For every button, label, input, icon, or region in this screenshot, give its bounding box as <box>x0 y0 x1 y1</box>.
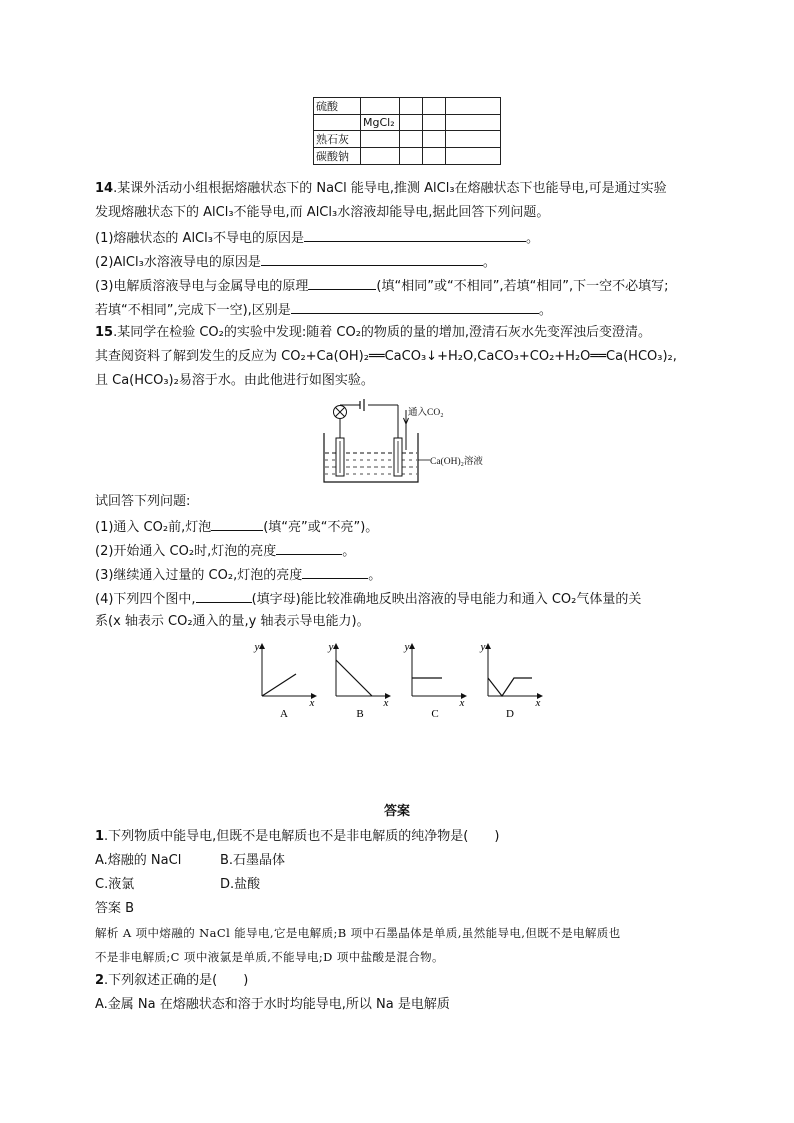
question-number: 15 <box>95 325 114 340</box>
answer-blank[interactable] <box>291 299 539 314</box>
graph-label: B <box>356 708 364 720</box>
answer-q1-answer: 答案 B <box>95 901 135 916</box>
answer-q1-options-row2 <box>95 875 260 895</box>
table-cell <box>400 115 423 131</box>
q14-line1: 14.某课外活动小组根据熔融状态下的 NaCl 能导电,推测 AlCl₃在熔融状态下也能导电,可是通过实验 <box>95 181 667 196</box>
graph-label: C <box>431 708 439 720</box>
graph-a <box>254 641 315 720</box>
table-cell <box>423 98 446 115</box>
table-row <box>314 148 501 165</box>
table-cell <box>400 98 423 115</box>
answer-q2-option-a: A.金属 Na 在熔融状态和溶于水时均能导电,所以 Na 是电解质 <box>95 997 450 1012</box>
q15-sub4: (4)下列四个图中, (填字母)能比较准确地反映出溶液的导电能力和通入 CO₂气体量的关 <box>95 588 641 610</box>
table-cell <box>361 98 400 115</box>
reagent-table <box>313 97 501 165</box>
table-cell: 硫酸 <box>314 98 361 115</box>
table-cell <box>400 148 423 165</box>
x-axis-label: x <box>309 697 315 709</box>
table-cell <box>423 115 446 131</box>
curve-b <box>336 660 372 696</box>
table-cell <box>446 98 501 115</box>
table-cell: 熟石灰 <box>314 131 361 148</box>
curve-a <box>262 674 296 696</box>
q15-line2: 其查阅资料了解到发生的反应为 CO₂+Ca(OH)₂══CaCO₃↓+H₂O,CaCO₃+CO₂+H₂O══Ca(HCO₃)₂, <box>95 349 677 364</box>
curve-d <box>488 678 532 696</box>
conductivity-apparatus-diagram <box>318 398 488 486</box>
q15-sub2: (2)开始通入 CO₂时,灯泡的亮度 。 <box>95 540 355 562</box>
q15-prompt: 试回答下列问题: <box>95 494 191 509</box>
table-row <box>314 115 501 131</box>
answer-blank[interactable] <box>196 588 252 603</box>
y-axis-label: y <box>404 641 410 653</box>
graph-d <box>480 641 541 720</box>
gas-inlet-label: 通入CO₂ <box>408 408 444 418</box>
y-axis-label: y <box>254 641 260 653</box>
table-cell <box>423 148 446 165</box>
table-cell <box>446 115 501 131</box>
table-row <box>314 131 501 148</box>
q15-line3: 且 Ca(HCO₃)₂易溶于水。由此他进行如图实验。 <box>95 373 374 388</box>
graph-c <box>404 641 465 720</box>
table-cell: 碳酸钠 <box>314 148 361 165</box>
table-cell <box>314 115 361 131</box>
table-cell: MgCl₂ <box>361 115 400 131</box>
q14-sub1: (1)熔融状态的 AlCl₃不导电的原因是 。 <box>95 227 539 249</box>
graph-b <box>328 641 389 720</box>
answer-blank[interactable] <box>276 540 342 555</box>
q15-sub4-cont: 系(x 轴表示 CO₂通入的量,y 轴表示导电能力)。 <box>95 614 370 629</box>
q14-sub3-cont: 若填“不相同”,完成下一空),区别是 。 <box>95 299 552 321</box>
option-d: D.盐酸 <box>220 877 261 892</box>
solution-label: Ca(OH)₂溶液 <box>430 457 483 467</box>
answer-blank[interactable] <box>308 275 376 290</box>
question-number: 14 <box>95 181 114 196</box>
table-cell <box>423 131 446 148</box>
option-a: A.熔融的 NaCl <box>95 853 182 868</box>
q14-line2: 发现熔融状态下的 AlCl₃不能导电,而 AlCl₃水溶液却能导电,据此回答下列问题。 <box>95 205 550 220</box>
answer-q1-explanation-cont: 不是非电解质;C 项中液氯是单质,不能导电;D 项中盐酸是混合物。 <box>95 950 444 964</box>
conductivity-graphs <box>250 640 550 722</box>
x-axis-label: x <box>383 697 389 709</box>
table-cell <box>446 148 501 165</box>
y-axis-label: y <box>328 641 334 653</box>
table-cell <box>361 148 400 165</box>
answer-q2: 2.下列叙述正确的是( ) <box>95 973 249 988</box>
answer-blank[interactable] <box>304 227 526 242</box>
answer-blank[interactable] <box>211 516 263 531</box>
table-cell <box>400 131 423 148</box>
table-cell <box>361 131 400 148</box>
answer-q1: 1.下列物质中能导电,但既不是电解质也不是非电解质的纯净物是( ) <box>95 829 500 844</box>
graph-label: A <box>280 708 288 720</box>
q14-sub2: (2)AlCl₃水溶液导电的原因是 。 <box>95 251 496 273</box>
x-axis-label: x <box>535 697 541 709</box>
option-c: C.液氯 <box>95 877 135 892</box>
q14-sub3: (3)电解质溶液导电与金属导电的原理 (填“相同”或“不相同”,若填“相同”,下一空不必填写; <box>95 275 669 297</box>
q15-line1: 15.某同学在检验 CO₂的实验中发现:随着 CO₂的物质的量的增加,澄清石灰水先变浑浊后变澄清。 <box>95 325 652 340</box>
option-b: B.石墨晶体 <box>220 853 286 868</box>
answers-title: 答案 <box>383 804 410 819</box>
answer-blank[interactable] <box>302 564 368 579</box>
question-number: 1 <box>95 829 105 844</box>
table-row <box>314 98 501 115</box>
q15-sub3: (3)继续通入过量的 CO₂,灯泡的亮度 。 <box>95 564 381 586</box>
x-axis-label: x <box>459 697 465 709</box>
answer-blank[interactable] <box>261 251 483 266</box>
table-cell <box>446 131 501 148</box>
answer-q1-options-row1 <box>95 851 285 871</box>
y-axis-label: y <box>480 641 486 653</box>
q15-sub1: (1)通入 CO₂前,灯泡 (填“亮”或“不亮”)。 <box>95 516 378 538</box>
graph-label: D <box>506 708 514 720</box>
answer-q1-explanation: 解析 A 项中熔融的 NaCl 能导电,它是电解质;B 项中石墨晶体是单质,虽然能导电,但既不是电解质也 <box>95 926 621 940</box>
question-number: 2 <box>95 973 105 988</box>
